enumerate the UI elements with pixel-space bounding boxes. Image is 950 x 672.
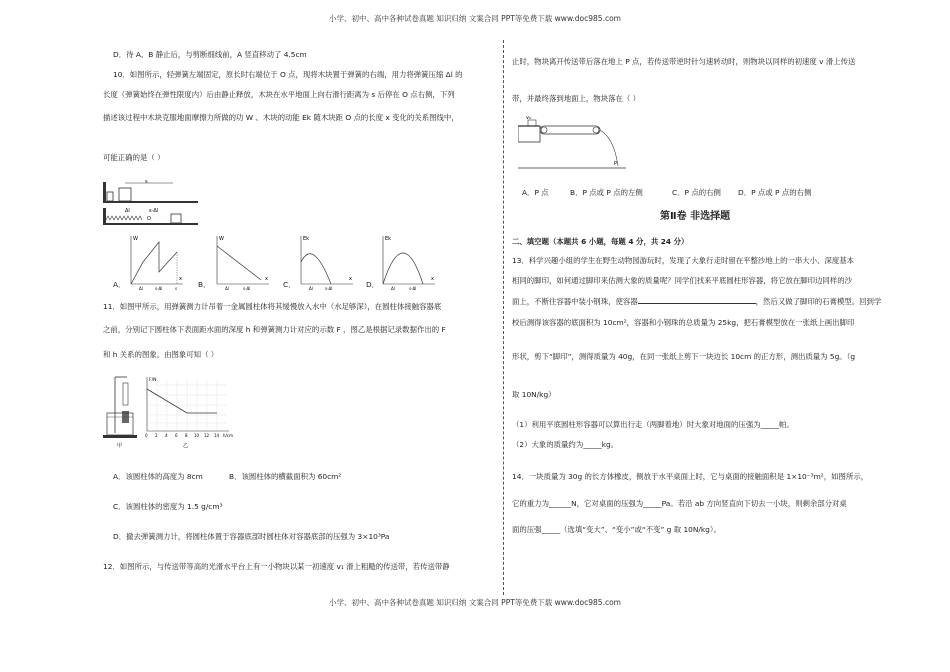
- q11-fig-jia: 甲: [117, 443, 123, 449]
- q11-option-c: C．该圆柱体的密度为 1.5 g/cm³: [113, 502, 223, 511]
- q10a-t2: s-Δl: [155, 286, 163, 290]
- q11-xtick: 12: [204, 433, 210, 438]
- q12-option-c: C．P 点的右侧: [672, 188, 721, 197]
- q12-conveyor-figure: [518, 114, 628, 174]
- q13-sub1: （1）利用平底圆柱形容器可以算出行走（两脚着地）时大象对地面的压强为_____帕。: [512, 420, 794, 429]
- q11-line1: 11．如图甲所示，用弹簧测力计吊着一金属圆柱体将其缓慢放入水中（水足够深），在圆柱体接触容器底: [103, 302, 442, 311]
- q11-xtick: 14: [214, 433, 220, 438]
- q10d-xaxis: x: [431, 276, 434, 282]
- q14-line3: 面的压强_____（选填“变大”、“变小”或“不变” g 取 10N/kg）。: [512, 525, 721, 534]
- page-header: 小学、初中、高中各种试卷真题 知识归纳 文案合同 PPT等免费下载 www.doc985.com: [329, 14, 621, 23]
- page-footer: 小学、初中、高中各种试卷真题 知识归纳 文案合同 PPT等免费下载 www.doc985.com: [329, 598, 621, 607]
- q9d-text-a: D．待 A、B 静止后，与剪断细线前，: [113, 50, 237, 59]
- q12-line2: 止时，物块离开传送带后落在地上 P 点，若传送带逆时针匀速转动时，则物块以同样的初速度 v 滑上传送: [512, 57, 856, 66]
- q11-line2: 之前，分别记下圆柱体下表面距水面的深度 h 和弹簧测力计对应的示数 F ，图乙是根据记录数据作出的 F: [103, 325, 446, 334]
- q11-xtick: 10: [194, 433, 200, 438]
- q10-fig-sdl: s-Δl: [149, 208, 159, 214]
- q12-fig-v: v₀: [526, 115, 531, 121]
- q10d-t2: s-Δl: [409, 286, 417, 290]
- column-divider: [503, 40, 504, 595]
- q10a-t1: Δl: [139, 286, 143, 290]
- q10-line3: 描述该过程中木块克服地面摩擦力所做的功 W 、木块的动能 Ek 随木块距 O 点的长度 x 变化的关系图线中，: [103, 113, 459, 122]
- q10-line4: 可能正确的是（ ）: [103, 153, 165, 162]
- q10-line1: 10．如图所示，轻弹簧左端固定，原长时右端位于 O 点，现将木块置于弹簧的右端，用力将弹簧压缩 Δl 的: [113, 70, 463, 79]
- q13-line1: 13．科学兴趣小组的学生在野生动物园游玩时，发现了大象行走时留在平整沙地上的一串大小、深度基本: [512, 256, 854, 265]
- q14-line2: 它的重力为______N，它对桌面的压强为_____Pa。若沿 ab 方向竖直向下切去一小块，则剩余部分对桌: [512, 499, 847, 508]
- q10a-t3: s: [175, 286, 178, 290]
- q11-fig-yi: 乙: [183, 443, 189, 449]
- q10c-xaxis: x: [349, 276, 352, 282]
- q11-figure: [103, 373, 233, 451]
- q11-line3: 和 h 关系的图象。由图象可知（ ）: [103, 350, 219, 359]
- q9-option-d: [113, 50, 307, 60]
- q13-sub2: （2）大象的质量约为_____kg。: [512, 440, 619, 449]
- q10-graph-d: [375, 232, 437, 290]
- q11-xtick: 2: [155, 433, 158, 438]
- q10-graph-b: [209, 232, 271, 290]
- q10c-t2: s-Δl: [325, 286, 333, 290]
- q10-line2: 长度（弹簧始终在弹性限度内）后由静止释放，木块在水平地面上向右滑行距离为 s 后停在 O 点右侧，下列: [103, 90, 455, 99]
- q10-fig-o: O: [147, 216, 151, 222]
- q11-option-b: B．该圆柱体的横截面积为 60cm²: [229, 472, 342, 481]
- q10a-xaxis: x: [179, 276, 182, 282]
- q10d-yaxis: Ek: [385, 236, 392, 242]
- q9d-text-b: A 竖直移动了 4.5cm: [237, 50, 307, 59]
- q10-spring-figure: [103, 178, 203, 228]
- q12-option-b: B．P 点或 P 点的左侧: [570, 188, 643, 197]
- q11-fig-f: F/N: [149, 378, 157, 383]
- q10-option-d-label: D．: [366, 280, 380, 289]
- q12-option-d: D．P 点或 P 点的右侧: [738, 188, 812, 197]
- q10c-yaxis: Ek: [303, 236, 310, 242]
- q10-option-c-label: C．: [283, 280, 296, 289]
- q10b-t1: Δl: [225, 286, 229, 290]
- q11-xtick: 0: [145, 433, 148, 438]
- q10b-xaxis: x: [265, 276, 268, 282]
- q13-line3: [512, 296, 881, 307]
- q11-fig-h: h/cm: [223, 433, 233, 438]
- q11-xtick: 8: [185, 433, 188, 438]
- q13-blank[interactable]: [638, 296, 756, 304]
- q10-fig-s: s: [145, 179, 148, 185]
- q12-fig-p: P: [614, 161, 618, 167]
- q12-line3: 带，并最终落到地面上，物块落在（ ）: [512, 94, 640, 103]
- q13-line5: 形状，剪下“脚印”，测得质量为 40g，在同一张纸上剪下一块边长 10cm 的正方形，测出质量为 5g。（g: [512, 352, 856, 361]
- q10-graph-a: [123, 232, 185, 290]
- q11-option-d: D．撤去弹簧测力计，将圆柱体置于容器底部时圆柱体对容器底部的压强为 3×10³Pa: [113, 532, 390, 541]
- section-title: 第Ⅱ卷 非选择题: [660, 211, 731, 222]
- q14-line1: 14．一块质量为 30g 的长方体橡皮，侧放于水平桌面上时，它与桌面的接触面积是 1×10⁻³m²，如图所示，: [512, 472, 869, 481]
- q11-xtick: 6: [175, 433, 178, 438]
- q11-xtick: 4: [165, 433, 168, 438]
- q12-option-a: A．P 点: [522, 188, 549, 197]
- q13-line6: 取 10N/kg）: [512, 390, 556, 399]
- q10b-t2: s-Δl: [243, 286, 251, 290]
- q10-option-b-label: B．: [198, 280, 211, 289]
- q10a-yaxis: W: [133, 236, 138, 242]
- q13-line4: 校后测得该容器的底面积为 10cm²，容器和小钢珠的总质量为 25kg，把石膏模型放在一张纸上画出脚印: [512, 318, 855, 327]
- q12-line1: 12．如图所示，与传送带等高的光滑水平台上有一小物块以某一初速度 v₁ 滑上粗糙的传送带，若传送带静: [103, 562, 450, 571]
- q10c-t1: Δl: [309, 286, 313, 290]
- q10-fig-dl: Δl: [125, 208, 130, 214]
- q13-line3-a: 面上，不断往容器中装小钢珠，使容器: [512, 297, 638, 306]
- q10d-t1: Δl: [391, 286, 395, 290]
- q13-line3-b: ，然后又做了脚印的石膏模型。回到学: [755, 297, 882, 306]
- q10b-yaxis: W: [219, 236, 224, 242]
- q11-option-a: A．该圆柱体的高度为 8cm: [113, 472, 203, 481]
- q13-line2: 相同的脚印，如何通过脚印来估测大象的质量呢？同学们找来平底圆柱形容器，将它放在脚印边同样的沙: [512, 276, 852, 285]
- part2-title: 二、填空题（本题共 6 小题，每题 4 分，共 24 分）: [512, 237, 689, 246]
- q10-graph-c: [293, 232, 355, 290]
- q10-option-a-label: A．: [113, 280, 126, 289]
